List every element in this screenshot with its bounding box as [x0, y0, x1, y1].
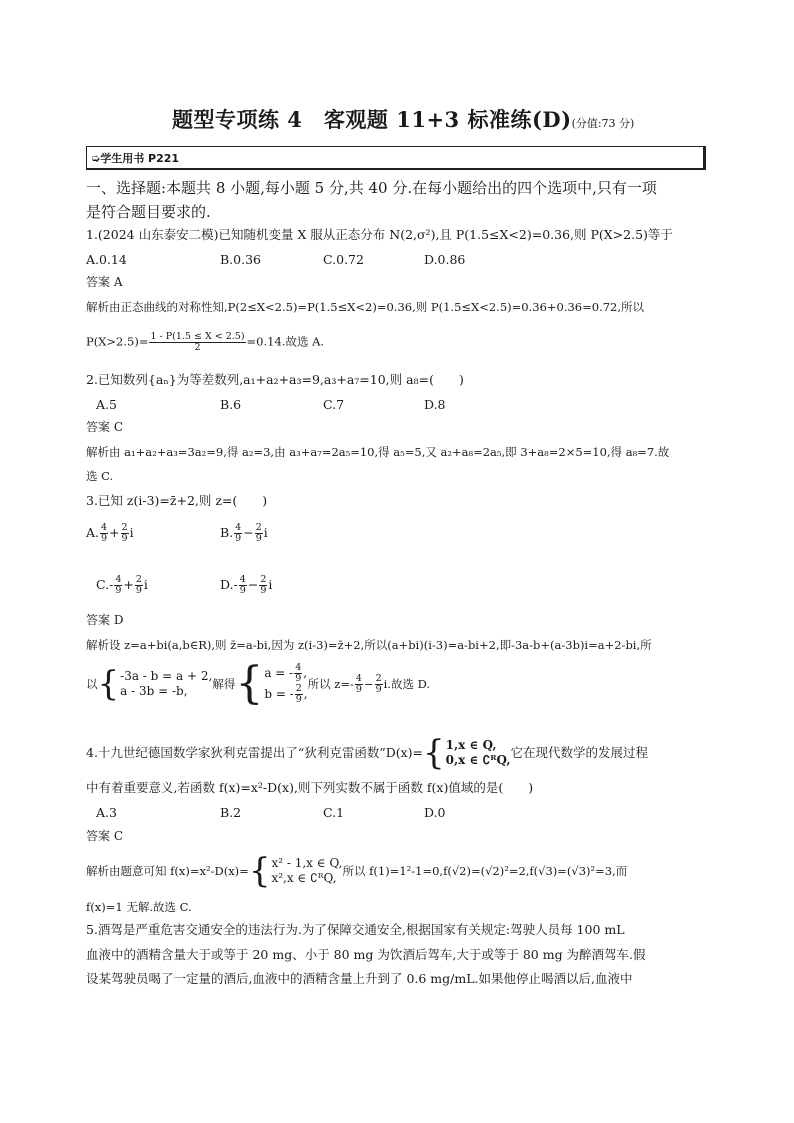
- q3-exp2-solve: 解得: [212, 677, 236, 691]
- q1-explanation-line2: [86, 332, 324, 353]
- q1-option-a: A.0.14: [86, 252, 127, 267]
- q4-option-d: D.0: [424, 805, 446, 820]
- q3-equation-system: [97, 664, 213, 704]
- frac-numerator: 4: [295, 662, 302, 673]
- title-text: 题型专项练 4 客观题 11+3 标准练(D): [172, 107, 572, 132]
- q1-option-c: C.0.72: [323, 252, 364, 267]
- q3-exp2-conclusion: i.故选 D.: [383, 677, 431, 691]
- piecewise-row: 1,x ∈ Q,: [445, 738, 497, 752]
- q3-option-c: [96, 575, 148, 596]
- frac-numerator: 2: [260, 574, 267, 585]
- q4-stem-suffix: 它在现代数学的发展过程: [510, 745, 649, 760]
- q3-explanation-line2: 以 { -3a - b = a + 2, a - 3b = -b, 解得 { a = - $\frac{4}{9}$ , b = - $\frac{2}{9}$ , 所以 z=- $\frac{4}{9}$ − $\frac{2}{9}$ i.故选 D.: [86, 658, 431, 709]
- q4-stem-prefix: 4.十九世纪德国数学家狄利克雷提出了“狄利克雷函数”D(x)=: [86, 745, 424, 760]
- frac-numerator: 2: [375, 672, 382, 684]
- q4-answer: 答案 C: [86, 829, 123, 843]
- frac-denominator: 9: [115, 585, 122, 596]
- frac-numerator: 2: [121, 522, 128, 533]
- q1-explanation-line1: 解析由正态曲线的对称性知,P(2≤X<2.5)=P(1.5≤X<2)=0.36,则 P(1.5≤X<2.5)=0.36+0.36=0.72,所以: [86, 300, 645, 314]
- system-row: -3a - b = a + 2,: [120, 669, 213, 683]
- q3-d-frac1: [239, 575, 247, 596]
- q2-option-d: D.8: [424, 397, 446, 412]
- q4-option-c: C.1: [323, 805, 345, 820]
- q4-exp1-suffix: 所以 f(1)=1²-1=0,f(√2)=(√2)²=2,f(√3)=(√3)²=3,而: [342, 864, 628, 878]
- left-brace: {: [235, 658, 264, 709]
- frac-denominator: 9: [355, 683, 362, 695]
- left-brace: {: [97, 664, 120, 704]
- section-heading-line1: 一、选择题:本题共 8 小题,每小题 5 分,共 40 分.在每小题给出的四个选项中,只有一项: [86, 179, 657, 197]
- q2-option-b: B.6: [220, 397, 242, 412]
- q2-option-a: A.5: [96, 397, 117, 412]
- q3-c-frac1: [114, 575, 122, 596]
- q3-option-b-label: B.: [220, 525, 234, 540]
- frac-numerator: 2: [135, 574, 142, 585]
- piecewise-row: 0,x ∈ ∁ᴿQ,: [445, 753, 511, 767]
- q5-stem-line3: 设某驾驶员喝了一定量的酒后,血液中的酒精含量上升到了 0.6 mg/mL.如果他停止喝酒以后,血液中: [86, 971, 633, 986]
- q2-explanation-line1: 解析由 a₁+a₂+a₃=3a₂=9,得 a₂=3,由 a₃+a₇=2a₅=10,得 a₅=5,又 a₂+a₈=2a₅,即 3+a₈=2×5=10,得 a₈=7.故: [86, 445, 670, 459]
- q5-stem-line2: 血液中的酒精含量大于或等于 20 mg、小于 80 mg 为饮酒后驾车,大于或等于 80 mg 为醉酒驾车.假: [86, 947, 646, 962]
- operator: −: [247, 577, 259, 592]
- frac-denominator: 9: [295, 694, 302, 705]
- page-title: [172, 104, 634, 134]
- imaginary-unit: i: [268, 577, 273, 592]
- system-row: b = - $\frac{2}{9}$ ,: [264, 683, 308, 705]
- q3-d-frac2: [259, 575, 267, 596]
- section-heading-line2: 是符合题目要求的.: [86, 203, 211, 221]
- operator: +: [109, 525, 120, 540]
- left-brace: {: [248, 851, 271, 891]
- q1-frac-numerator: 1 - P(1.5 ≤ X < 2.5): [150, 331, 245, 342]
- q3-exp2-result: 所以 z=-: [307, 677, 354, 691]
- q3-c-frac2: [135, 575, 143, 596]
- imaginary-unit: i: [129, 525, 134, 540]
- frac-numerator: 2: [255, 522, 262, 533]
- q1-answer: 答案 A: [86, 275, 123, 289]
- q2-option-c: C.7: [323, 397, 345, 412]
- q3-a-frac2: [121, 523, 129, 544]
- solution-prefix: b = -: [264, 687, 294, 701]
- system-row: a - 3b = -b,: [120, 684, 188, 698]
- frac-numerator: 4: [355, 672, 362, 684]
- q1-fraction: [149, 332, 245, 353]
- q3-exp2-prefix: 以: [86, 677, 98, 691]
- q3-b-frac1: [234, 523, 242, 544]
- imaginary-unit: i: [263, 525, 268, 540]
- frac-numerator: 4: [115, 574, 122, 585]
- q1-stem: 1.(2024 山东泰安二模)已知随机变量 X 服从正态分布 N(2,σ²),且 P(1.5≤X<2)=0.36,则 P(X>2.5)等于: [86, 227, 673, 242]
- q3-option-c-label: C.-: [96, 577, 114, 592]
- q1-frac-denominator: 2: [194, 342, 201, 353]
- q1-exp2-prefix: P(X>2.5)=: [86, 334, 149, 349]
- frac-denominator: 9: [260, 585, 267, 596]
- frac-numerator: 4: [239, 574, 246, 585]
- q2-explanation-line2: 选 C.: [86, 469, 114, 483]
- title-score: (分值:73 分): [571, 117, 635, 130]
- frac-denominator: 9: [239, 585, 246, 596]
- q3-solution-system: [235, 658, 308, 709]
- q2-stem: 2.已知数列{aₙ}为等差数列,a₁+a₂+a₃=9,a₃+a₇=10,则 a₈=( ): [86, 372, 464, 387]
- q3-answer: 答案 D: [86, 613, 124, 627]
- q3-option-a-label: A.: [86, 525, 100, 540]
- frac-denominator: 9: [255, 533, 262, 544]
- q1-option-d: D.0.86: [424, 252, 466, 267]
- frac-denominator: 9: [121, 533, 128, 544]
- q1-exp2-suffix: =0.14.故选 A.: [246, 334, 325, 349]
- q4-stem-line2: 中有着重要意义,若函数 f(x)=x²-D(x),则下列实数不属于函数 f(x)值域的是( ): [86, 780, 534, 795]
- q3-option-a: [86, 523, 134, 544]
- q4-explanation-line1: [86, 851, 628, 891]
- imaginary-unit: i: [143, 577, 148, 592]
- q1-option-b: B.0.36: [220, 252, 261, 267]
- solution-prefix: a = -: [264, 666, 294, 680]
- q3-stem: 3.已知 z(i-3)=z̄+2,则 z=( ): [86, 493, 268, 508]
- system-row: a = - $\frac{4}{9}$ ,: [264, 662, 308, 684]
- frac-numerator: 4: [101, 522, 108, 533]
- frac-denominator: 9: [295, 673, 302, 684]
- frac-denominator: 9: [135, 585, 142, 596]
- student-book-banner: [86, 146, 706, 170]
- frac-denominator: 9: [235, 533, 242, 544]
- q4-explanation-line2: f(x)=1 无解.故选 C.: [86, 900, 192, 914]
- q4-stem-line1: [86, 733, 649, 773]
- piecewise-row: x²,x ∈ ∁ᴿQ,: [271, 871, 337, 885]
- frac-denominator: 9: [375, 683, 382, 695]
- q3-b-frac2: [255, 523, 263, 544]
- frac-numerator: 2: [295, 683, 302, 694]
- q3-option-b: [220, 523, 268, 544]
- operator: +: [123, 577, 134, 592]
- q3-explanation-line1: 解析设 z=a+bi(a,b∈R),则 z̄=a-bi,因为 z(i-3)=z̄+2,所以(a+bi)(i-3)=a-bi+2,即-3a-b+(a-3b)i=a+2-bi,所: [86, 638, 652, 652]
- q4-dirichlet-function: [423, 733, 511, 773]
- q4-piecewise-function: [248, 851, 343, 891]
- q4-exp1-prefix: 解析由题意可知 f(x)=x²-D(x)=: [86, 864, 249, 878]
- banner-text: ➭学生用书 P221: [91, 152, 180, 165]
- operator: −: [243, 525, 254, 540]
- q3-option-d-label: D.-: [220, 577, 238, 592]
- q2-answer: 答案 C: [86, 420, 123, 434]
- q3-option-d: [220, 575, 272, 596]
- piecewise-row: x² - 1,x ∈ Q,: [271, 856, 343, 870]
- q4-option-b: B.2: [220, 805, 242, 820]
- frac-numerator: 4: [235, 522, 242, 533]
- q5-stem-line1: 5.酒驾是严重危害交通安全的违法行为.为了保障交通安全,根据国家有关规定:驾驶人员每 100 mL: [86, 922, 625, 937]
- q3-a-frac1: [100, 523, 108, 544]
- frac-denominator: 9: [101, 533, 108, 544]
- left-brace: {: [423, 733, 445, 773]
- q4-option-a: A.3: [96, 805, 117, 820]
